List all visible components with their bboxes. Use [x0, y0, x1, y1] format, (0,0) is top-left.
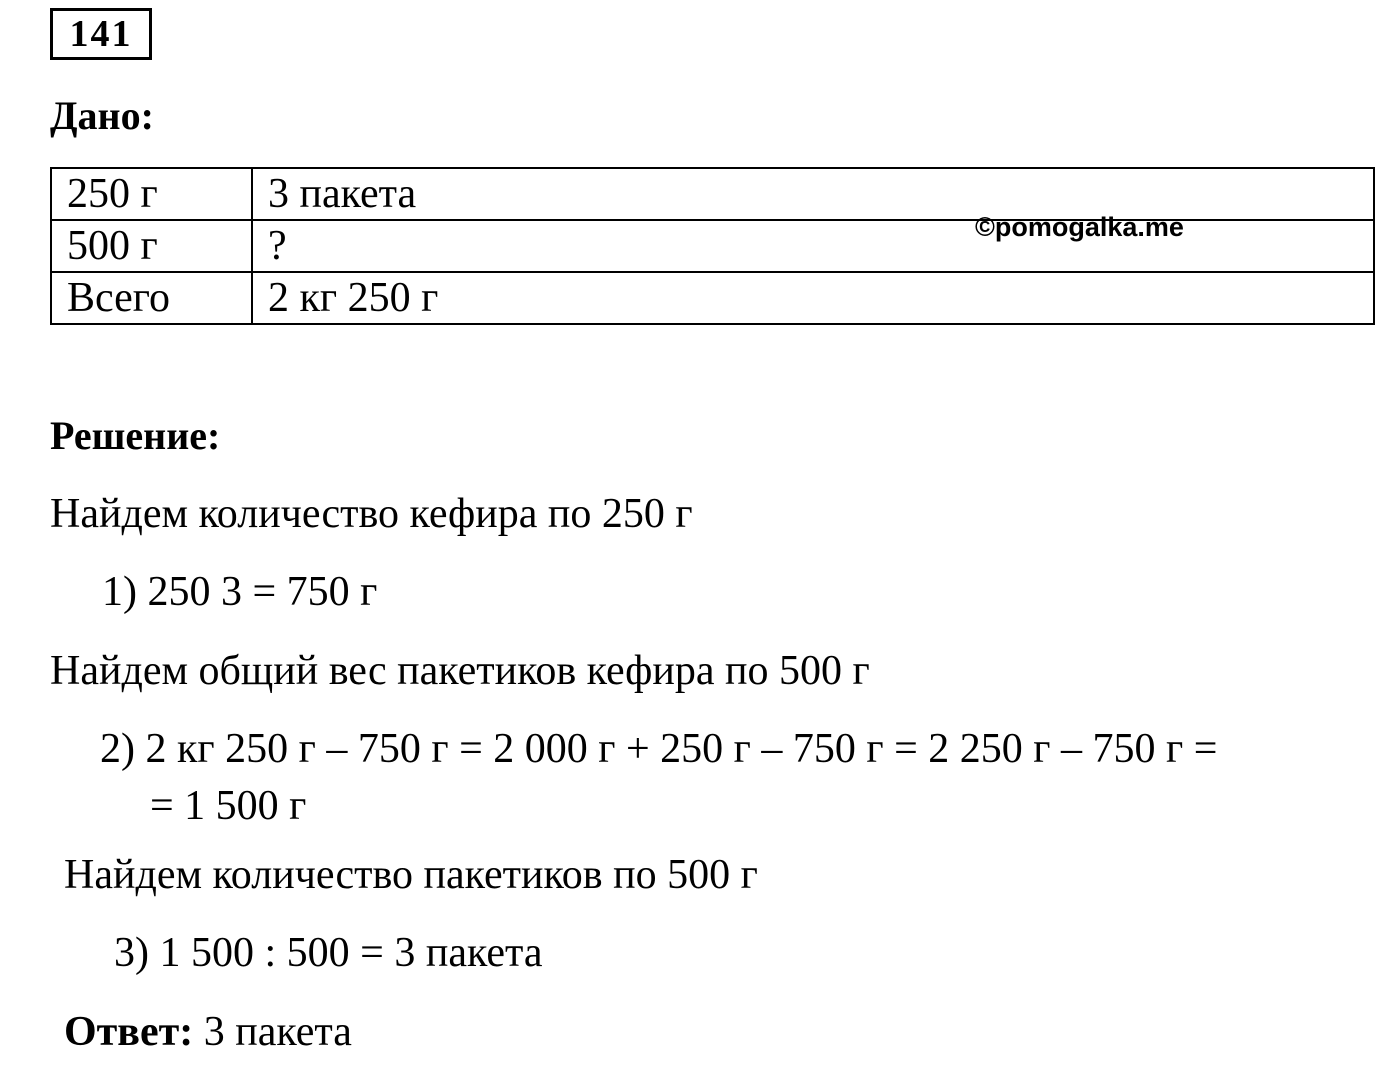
step3-text: Найдем количество пакетиков по 500 г [64, 852, 758, 898]
answer [64, 1007, 352, 1057]
given-value-cell: 2 кг 250 г [252, 272, 1374, 324]
given-label-cell: 250 г [51, 168, 252, 220]
watermark: ©pomogalka.me [975, 212, 1184, 242]
step3-calc: 3) 1 500 : 500 = 3 пакета [114, 930, 543, 976]
step2-calc-line1: 2) 2 кг 250 г – 750 г = 2 000 г + 250 г – 750 г = 2 250 г – 750 г = [100, 726, 1218, 772]
table-row [51, 272, 1374, 324]
step1-text: Найдем количество кефира по 250 г [50, 491, 693, 537]
answer-label: Ответ: [64, 1009, 194, 1055]
answer-value: 3 пакета [193, 1009, 352, 1055]
step2-calc-line2: = 1 500 г [150, 783, 307, 829]
step1-calc: 1) 250 3 = 750 г [102, 569, 378, 615]
given-heading: Дано: [50, 93, 154, 138]
solution-heading: Решение: [50, 413, 221, 458]
task-number: 141 [50, 8, 152, 60]
given-table [50, 167, 1375, 325]
step2-text: Найдем общий вес пакетиков кефира по 500 г [50, 648, 870, 694]
given-label-cell: 500 г [51, 220, 252, 272]
given-label-cell: Всего [51, 272, 252, 324]
given-value-cell: 3 пакета [252, 168, 1374, 220]
given-value-cell: ? [252, 220, 1374, 272]
